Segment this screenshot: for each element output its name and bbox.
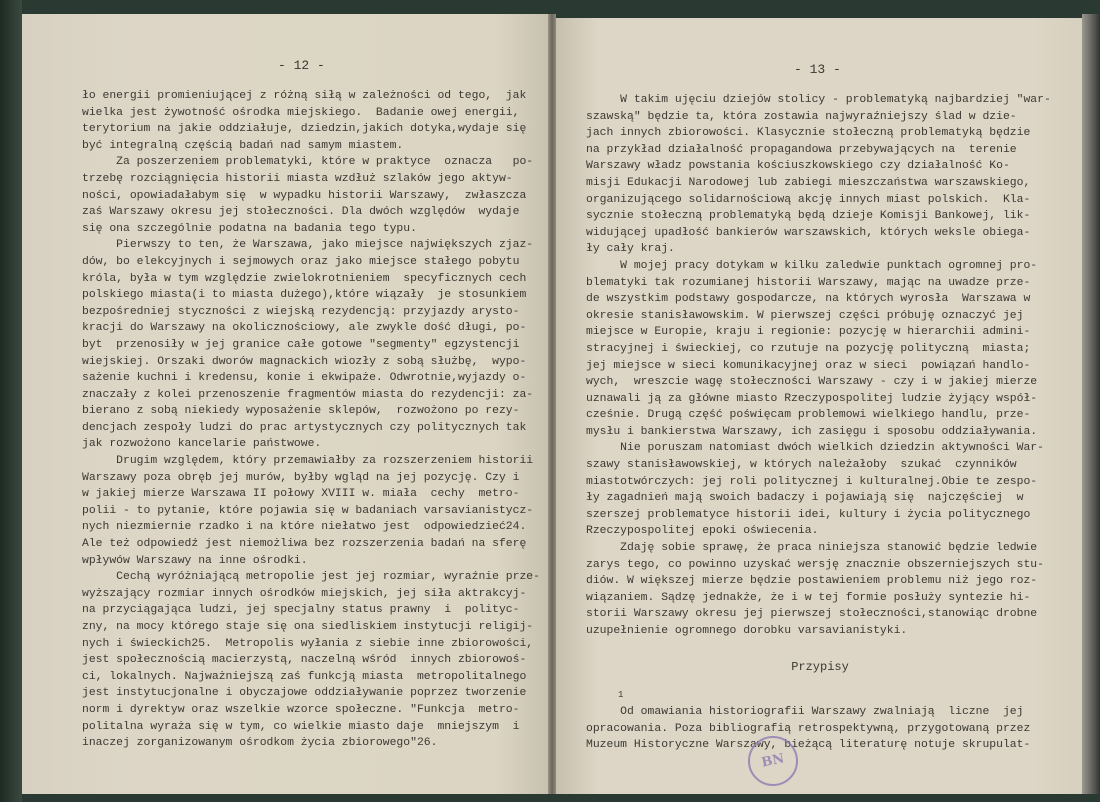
text-line: stracyjnej i świeckiej, co rzutuje na pozycję polityczną miasta; xyxy=(586,342,1031,355)
text-line: wpływów Warszawy na inne ośrodki. xyxy=(82,554,308,567)
text-line: jej miejsce w sieci komunikacyjnej oraz w sieci powiązań handlo- xyxy=(586,359,1031,372)
text-line: Zdaję sobie sprawę, że praca niniejsza stanowić będzie ledwie xyxy=(586,542,1038,555)
text-line: Cechą wyróżniającą metropolie jest jej rozmiar, wyraźnie prze- xyxy=(82,571,540,584)
text-line: misji Edukacji Narodowej lub zabiegi mieszczaństwa warszawskiego, xyxy=(586,176,1031,189)
left-page xyxy=(22,14,548,794)
text-line: zarys tego, co powinno uzyskać wersję znacznie obszerniejszych stu- xyxy=(586,558,1044,571)
text-line: polskiego miasta(i to miasta dużego),które wiązały je stosunkiem xyxy=(82,289,527,302)
text-line: trzebę rozciągnięcia historii miasta wzdłuż szlaków jego aktyw- xyxy=(82,172,513,185)
text-line: jak rozwożono kancelarie państwowe. xyxy=(82,438,322,451)
text-line: W mojej pracy dotykam w kilku zaledwie punktach ogromnej pro- xyxy=(586,259,1038,272)
text-line: zaś Warszawy okresu jej stołeczności. Dla dwóch względów wydaje xyxy=(82,206,520,219)
text-line: widującej upadłość bankierów warszawskich, których weksle obiega- xyxy=(586,226,1031,239)
text-line: zny, na mocy którego staje się ona siedliskiem instytucji religij- xyxy=(82,621,534,633)
text-line: wyższający rozmiar innych ośrodków miejskich, jej siła aktrakcyj- xyxy=(82,587,527,600)
right-page-number: - 13 - xyxy=(794,62,841,77)
book-gutter xyxy=(548,14,556,794)
library-stamp xyxy=(748,736,798,786)
text-line: bierano z sobą niekiedy wyposażenie sklepów, rozwożono po rezy- xyxy=(82,405,520,418)
text-line: politalna wyraża się w tym, co wielkie miasto daje mniejszym i xyxy=(82,720,520,733)
text-line: W takim ujęciu dziejów stolicy - problematyką najbardziej "war- xyxy=(586,94,1051,106)
text-line: Nie poruszam natomiast dwóch wielkich dziedzin aktywności War- xyxy=(586,442,1044,455)
text-line: ły cały kraj. xyxy=(586,243,675,256)
text-line: organizującego solidarnościową akcję innych miast polskich. Kla- xyxy=(586,193,1031,206)
right-page xyxy=(556,18,1084,794)
text-line: Pierwszy to ten, że Warszawa, jako miejsce największych zjaz- xyxy=(82,239,534,252)
text-line: dencjach zespoły ludzi do prac artystycznych czy politycznych tak xyxy=(82,421,527,434)
text-line: terytorium na jakie oddziałuje, dziedzin,jakich dotyka,wydaje się xyxy=(82,123,527,136)
text-line: nych niezmiernie rzadko i na które niełatwo jest odpowiedzieć24. xyxy=(82,521,527,534)
text-line: szerszej problematyce historii idei, kultury i życia politycznego xyxy=(586,508,1031,521)
scan-background xyxy=(0,0,1100,14)
text-line: szawską" będzie ta, która zostawia najwyraźniejszy ślad w dzie- xyxy=(586,110,1017,123)
text-line: uzupełnienie ogromnego dorobku varsavianistyki. xyxy=(586,625,908,637)
text-line: króla, była w tym względzie zwielokrotnieniem specyficznych cech xyxy=(82,272,527,285)
text-line: na przyciągająca ludzi, jej specjalny status prawny i polityc- xyxy=(82,604,520,617)
text-line: miejsce w Europie, kraju i regionie: pozycję w hierarchii admini- xyxy=(586,326,1031,339)
text-line: w jakiej mierze Warszawa II połowy XVIII w. miała cechy metro- xyxy=(82,488,520,501)
text-line: okresie stanisławowskim. W pierwszej części próbuję oznaczyć jej xyxy=(586,309,1024,322)
book-edge-right xyxy=(1082,14,1100,794)
text-line: jest instytucjonalne i obyczajowe oddziaływanie poprzez tworzenie xyxy=(82,687,527,700)
footnote-line: opracowania. Poza bibliografią retrospektywną, przygotowaną przez xyxy=(586,722,1031,735)
book-edge-left xyxy=(0,0,22,802)
text-line: Warszawy władz powstania kościuszkowskiego czy działalność Ko- xyxy=(586,160,1010,173)
text-line: sażenie kuchni i kredensu, konie i ekwipaże. Odwrotnie,wyjazdy o- xyxy=(82,372,527,385)
library-stamp-text: BN xyxy=(760,751,786,771)
text-line: szawy stanisławowskiej, w których należałoby szukać czynników xyxy=(586,459,1017,472)
text-line: norm i dyrektyw oraz wszelkie wzorce społeczne. "Funkcja metro- xyxy=(82,703,520,716)
footnote-text xyxy=(586,704,1030,754)
right-page-body xyxy=(586,92,1051,640)
text-line: wych, wreszcie wagę stołeczności Warszawy - czy i w jakiej mierze xyxy=(586,376,1038,389)
text-line: dów, bo elekcyjnych i sejmowych oraz jako miejsce stałego pobytu xyxy=(82,255,520,268)
text-line: mysłu i bankierstwa Warszawy, ich zasięgu i sposobu oddziaływania. xyxy=(586,425,1038,438)
footnote-line: Od omawiania historiografii Warszawy zwalniają liczne jej xyxy=(586,706,1024,718)
text-line: ły zagadnień mają swoich badaczy i pojawiają się najczęściej w xyxy=(586,492,1024,505)
text-line: Drugim względem, który przemawiałby za rozszerzeniem historii xyxy=(82,455,534,468)
left-page-number: - 12 - xyxy=(278,58,325,73)
text-line: Za poszerzeniem problematyki, które w praktyce oznacza po- xyxy=(82,156,534,169)
text-line: uznawali ją za główne miasto Rzeczypospolitej ludzie żyjący współ- xyxy=(586,392,1038,405)
text-line: Ale też odpowiedź jest niemożliwa bez rozszerzenia badań na sferę xyxy=(82,538,527,551)
text-line: jach innych zbiorowości. Klasycznie stołeczną problematyką będzie xyxy=(586,127,1031,140)
text-line: blematyki tak rozumianej historii Warszawy, mając na uwadze prze- xyxy=(586,276,1031,289)
left-page-body xyxy=(82,88,540,752)
text-line: ło energii promieniującej z różną siłą w zależności od tego, jak xyxy=(82,90,527,102)
text-line: sycznie stołeczną problematyką będą dzieje Komisji Bankowej, lik- xyxy=(586,210,1031,223)
text-line: storii Warszawy okresu jej pierwszej stołeczności,stanowiąc drobne xyxy=(586,608,1038,621)
text-line: wiejskiej. Orszaki dworów magnackich wiozły z sobą służbę, wypo- xyxy=(82,355,527,368)
text-line: inaczej zorganizowanym ośrodkom życia zbiorowego"26. xyxy=(82,737,438,750)
text-line: się ona szczególnie podatna na badania tego typu. xyxy=(82,222,417,235)
text-line: nych i świeckich25. Metropolis wyłania z siebie inne zbiorowości, xyxy=(82,637,534,650)
text-line: jest społecznością macierzystą, naczelną wśród innych zbiorowoś- xyxy=(82,654,527,667)
footnote-number: 1 xyxy=(618,690,624,700)
text-line: miastotwórczych: jej roli politycznej i kulturalnej.Obie te zespo- xyxy=(586,475,1038,488)
text-line: wiązaniem. Sądzę jednakże, że i w tej formie posłuży syntezie hi- xyxy=(586,591,1031,604)
text-line: byt przenosiły w jej granice całe gotowe "segmenty" egzystencji xyxy=(82,338,520,351)
footnotes-heading: Przypisy xyxy=(791,660,849,674)
text-line: bezpośredniej styczności z wiejską rezydencją: przyjazdy arysto- xyxy=(82,305,520,318)
text-line: Rzeczypospolitej epoki oświecenia. xyxy=(586,525,819,538)
footnote-line: Muzeum Historyczne Warszawy, bieżącą literaturę notuje skrupulat- xyxy=(586,739,1031,752)
text-line: być integralną częścią badań nad samym miastem. xyxy=(82,139,404,152)
text-line: de wszystkim podstawy gospodarcze, na których wyrosła Warszawa w xyxy=(586,293,1031,306)
text-line: na przykład działalność propagandowa przebywających na terenie xyxy=(586,143,1017,156)
text-line: polii - to pytanie, które pojawia się w badaniach varsavianistycz- xyxy=(82,504,534,517)
text-line: ci, lokalnych. Najważniejszą zaś funkcją miasta metropolitalnego xyxy=(82,670,527,683)
text-line: diów. W większej mierze będzie postawieniem problemu niż jego roz- xyxy=(586,575,1038,588)
text-line: cześnie. Drugą część poświęcam problemowi wielkiego handlu, prze- xyxy=(586,409,1031,422)
text-line: wielka jest żywotność ośrodka miejskiego. Badanie owej energii, xyxy=(82,106,520,119)
text-line: ności, opowiadałabym się w wypadku historii Warszawy, zwłaszcza xyxy=(82,189,527,202)
text-line: znaczały z kolei przenoszenie fragmentów miasta do rezydencji: za- xyxy=(82,388,534,401)
text-line: kracji do Warszawy na okolicznościowy, ale zwykle dość długi, po- xyxy=(82,322,527,335)
text-line: Warszawy poza obręb jej murów, byłby wgląd na jej pozycję. Czy i xyxy=(82,471,520,484)
